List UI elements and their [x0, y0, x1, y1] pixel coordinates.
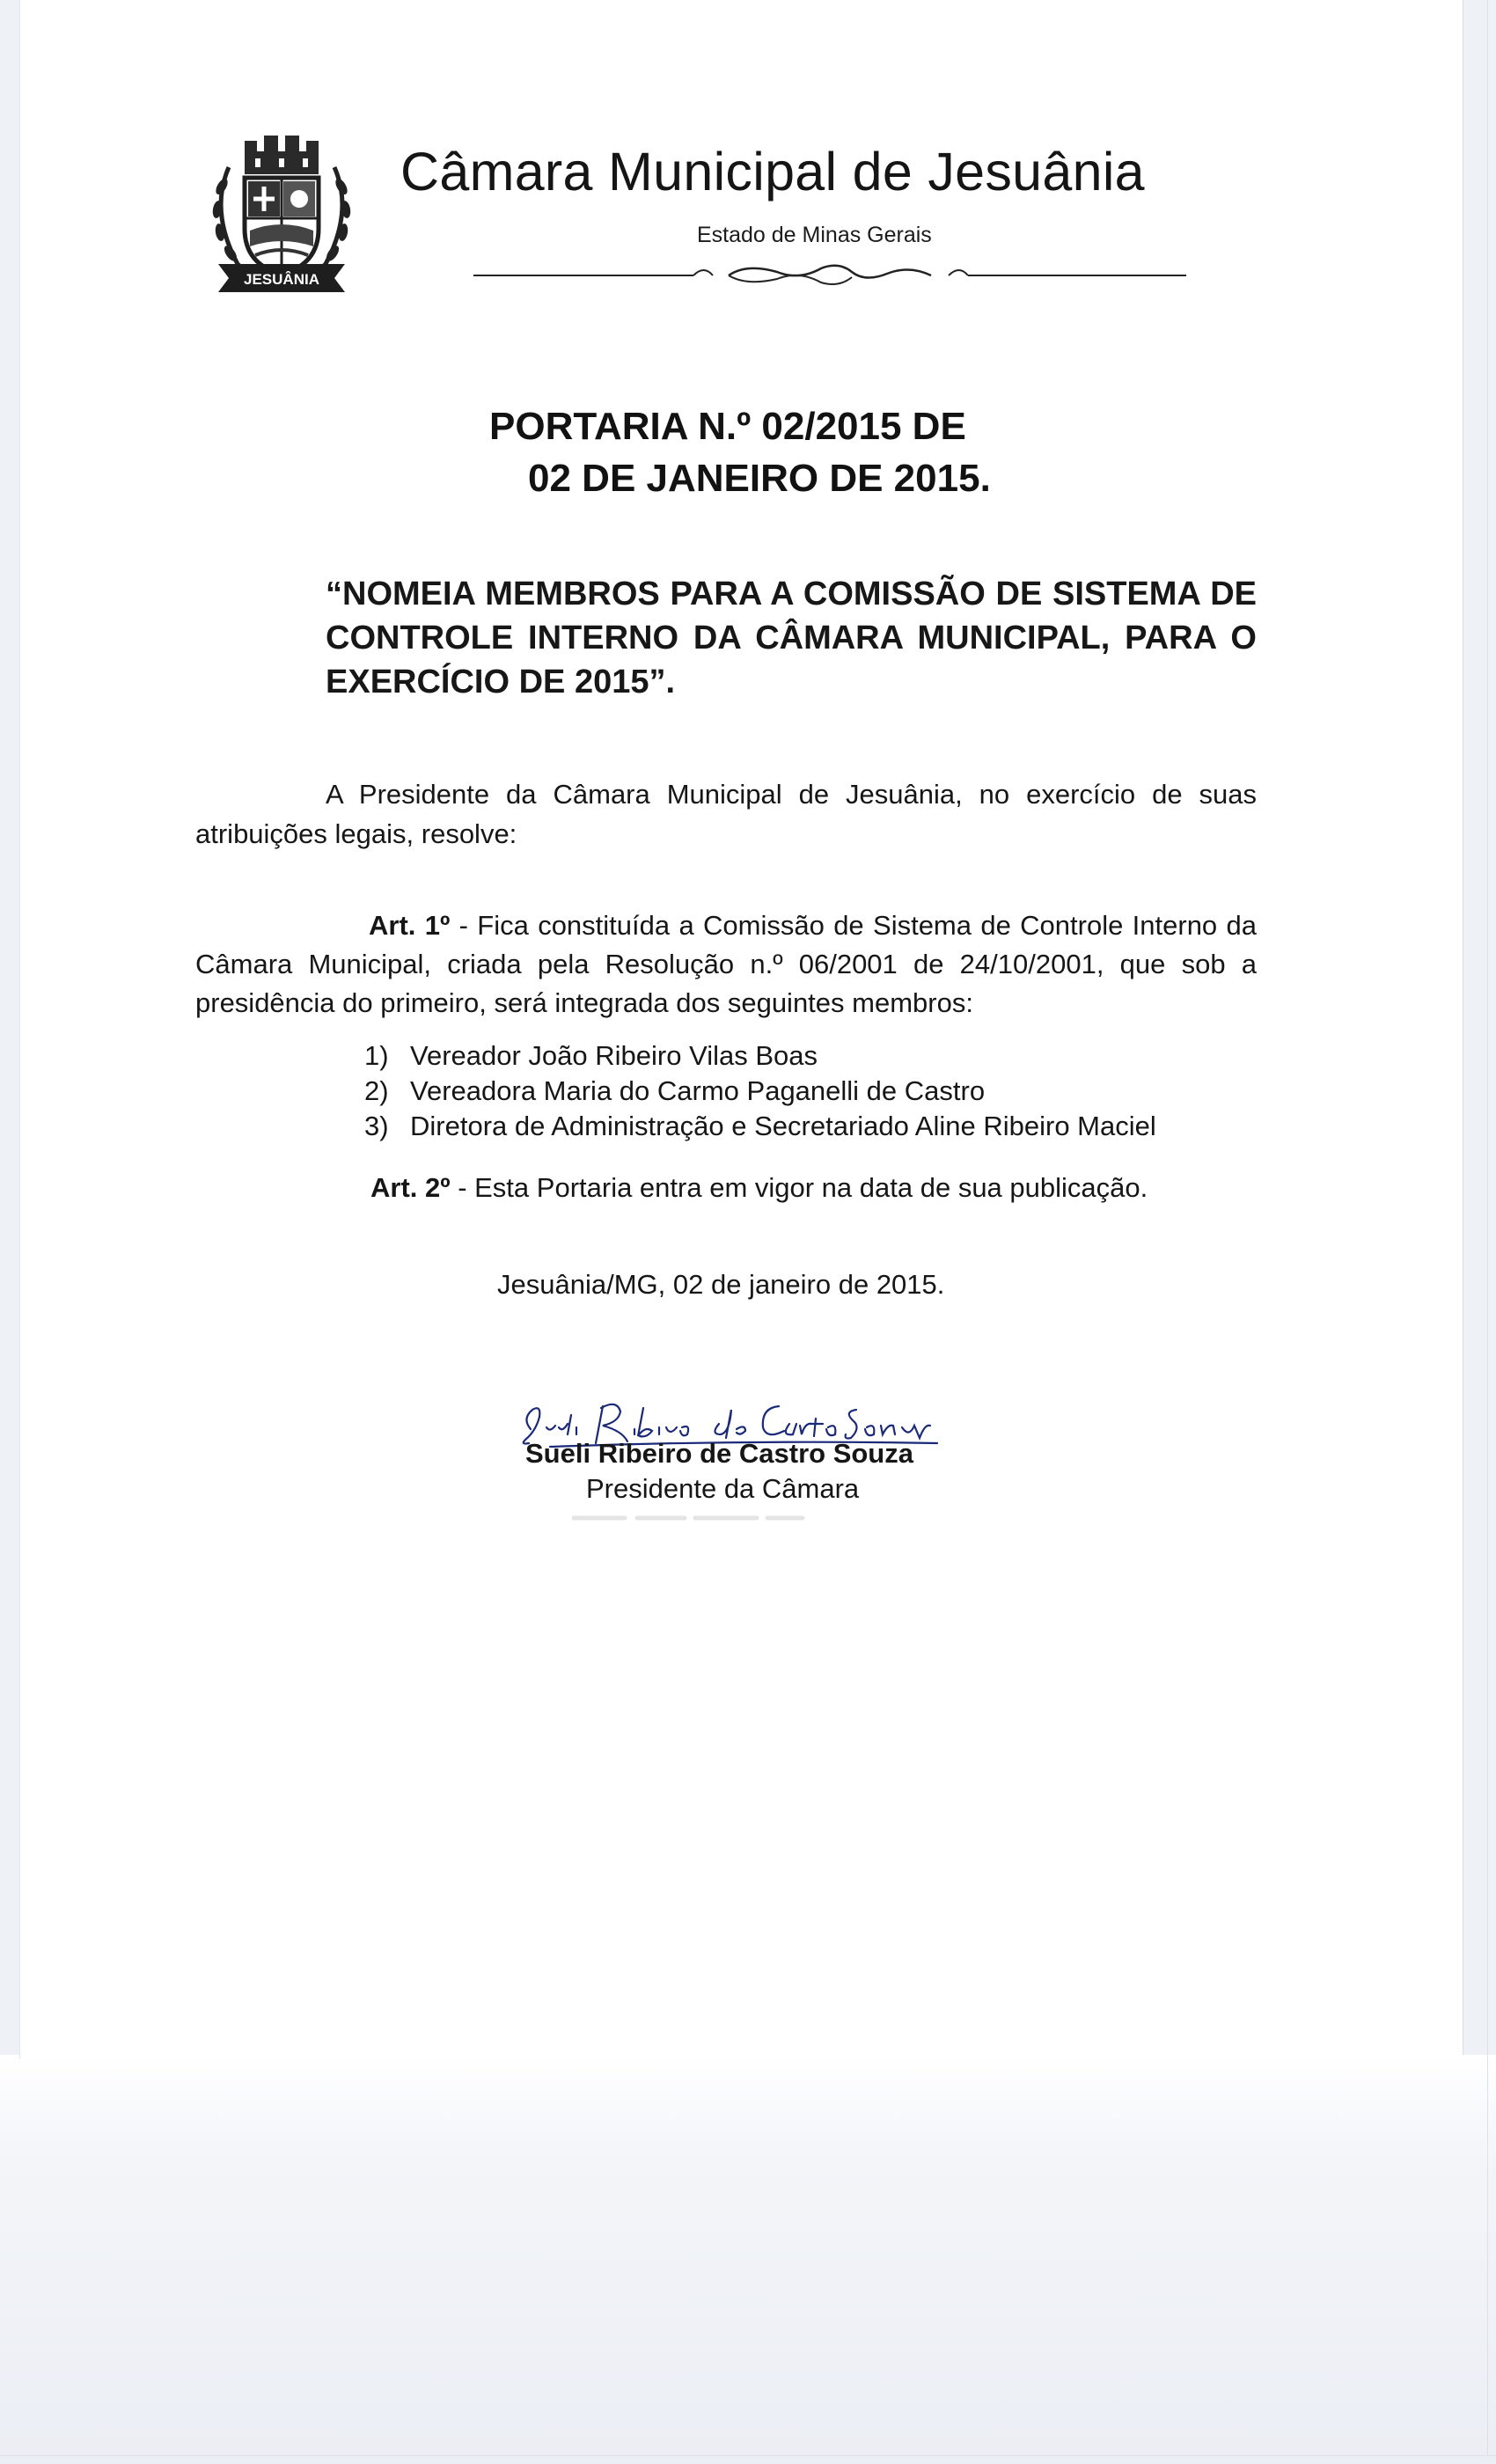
member-number: 2) [364, 1075, 389, 1106]
member-name: Vereador João Ribeiro Vilas Boas [410, 1040, 818, 1071]
scan-edge [1487, 0, 1488, 2455]
municipal-crest-icon [202, 132, 361, 299]
state-subtitle: Estado de Minas Gerais [697, 223, 932, 247]
article-2-label: Art. 2º [370, 1172, 451, 1203]
portaria-number: PORTARIA N.º 02/2015 DE [489, 405, 966, 448]
portaria-date: 02 DE JANEIRO DE 2015. [528, 457, 991, 500]
article-2-text: - Esta Portaria entra em vigor na data de sua publicação. [450, 1172, 1148, 1203]
article-2 [370, 1169, 1148, 1207]
scan-background [0, 2055, 1496, 2464]
list-item [364, 1038, 1156, 1074]
portaria-heading [489, 400, 991, 504]
faded-stamp-icon [572, 1509, 854, 1527]
article-1-label: Art. 1º [369, 910, 451, 941]
date-line: Jesuânia/MG, 02 de janeiro de 2015. [497, 1269, 945, 1300]
list-item [364, 1074, 1156, 1109]
member-number: 3) [364, 1111, 389, 1141]
member-name: Diretora de Administração e Secretariado Aline Ribeiro Maciel [410, 1111, 1156, 1141]
article-1 [195, 906, 1257, 1023]
page-title: Câmara Municipal de Jesuânia [400, 142, 1145, 202]
member-list [364, 1038, 1156, 1144]
member-number: 1) [364, 1040, 389, 1071]
signer-name: Sueli Ribeiro de Castro Souza [525, 1438, 913, 1469]
scan-edge [19, 0, 20, 2059]
ornament-divider-icon [473, 260, 1186, 286]
preamble-paragraph: A Presidente da Câmara Municipal de Jesuânia, no exercício de suas atribuições legais, resolve: [195, 779, 1257, 849]
list-item [364, 1109, 1156, 1144]
document-page [19, 0, 1463, 2056]
ementa: “NOMEIA MEMBROS PARA A COMISSÃO DE SISTEMA DE CONTROLE INTERNO DA CÂMARA MUNICIPAL, PARA O EXERCÍCIO DE 2015”. [326, 576, 1257, 700]
crest-label: JESUÂNIA [244, 271, 319, 288]
member-name: Vereadora Maria do Carmo Paganelli de Castro [410, 1075, 986, 1106]
scan-edge [0, 2455, 1496, 2456]
article-1-text: - Fica constituída a Comissão de Sistema de Controle Interno da Câmara Municipal, criada pela Resolução n.º 06/2001 de 24/10/2001, que sob a presidência do primeiro, será integrada dos seguintes membros: [195, 910, 1257, 1018]
signer-role: Presidente da Câmara [586, 1473, 860, 1504]
